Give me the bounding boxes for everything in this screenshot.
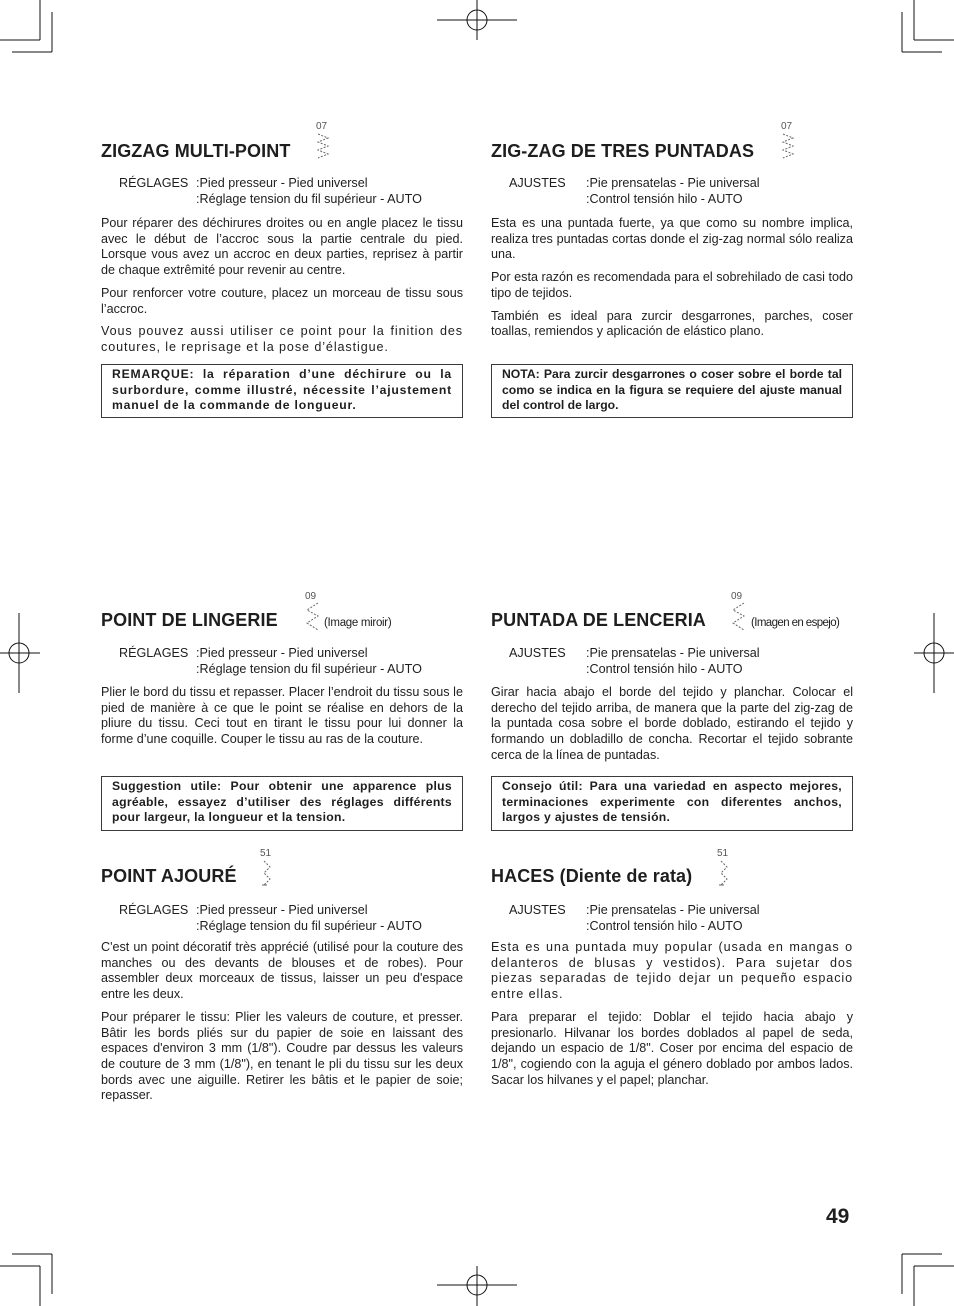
settings-thread-tension: :Control tensión hilo - AUTO [586,918,743,933]
settings-label: AJUSTES [509,176,566,190]
note-box: NOTA: Para zurcir desgarrones o coser sobre el borde tal como se indica en la figura se requiere del ajuste manual del control de largo. [491,364,853,418]
section-title-puntada-de-lenceria: PUNTADA DE LENCERIA [491,610,706,630]
settings-thread-tension: :Réglage tension du fil supérieur - AUTO [196,918,422,933]
shell-stitch-icon [304,602,322,632]
settings-label: RÉGLAGES [119,903,189,917]
settings-presser-foot: :Pie prensatelas - Pie universal [586,646,760,660]
section-title-zigzag-multi-point: ZIGZAG MULTI-POINT [101,141,291,161]
stitch-number: 07 [316,121,328,132]
zigzag-stitch-icon [781,133,795,161]
settings-block [509,646,849,678]
paragraph: C'est un point décoratif très apprécié (utilisé pour la couture des manches ou des devants de blouses et de robes). Pour assembler deux morceaux de tissus, laisser un peu d'espace entre les deux. [101,940,463,1002]
section-title-haces: HACES (Diente de rata) [491,866,693,886]
settings-block [119,646,459,678]
settings-block [119,176,459,208]
tip-box: Consejo útil: Para una variedad en aspecto mejores, terminaciones experimente con diferentes anchos, largos y ajustes de tensión. [491,776,853,831]
registration-mark-right [914,613,954,693]
stitch-number: 09 [731,591,743,602]
section-body [491,940,853,1095]
mirror-image-note: (Image miroir) [324,617,392,629]
settings-thread-tension: :Control tensión hilo - AUTO [586,661,743,676]
crop-mark-top-left [0,0,60,60]
tip-box: Suggestion utile: Pour obtenir une apparence plus agréable, essayez d’utiliser des réglages différents pour largeur, la longueur et la tension. [101,776,463,831]
paragraph: Pour préparer le tissu: Plier les valeurs de couture, et presser. Bâtir les bords pliés sur du papier de soie en laissant des espaces d'environ 3 mm (1/8"). Coudre par dessus les valeurs de couture de 3 mm (1/8"), en tenant le pli du tissu sur les deux bords avec une aiguille. Retirer les bâtis et le papier de soie; repasser. [101,1009,463,1103]
faggoting-stitch-icon [259,860,275,888]
paragraph: También es ideal para zurcir desgarrones, parches, coser toallas, remiendos y aplicación de elástico plano. [491,308,853,339]
settings-thread-tension: :Réglage tension du fil supérieur - AUTO [196,191,422,206]
section-title-zig-zag-tres-puntadas: ZIG-ZAG DE TRES PUNTADAS [491,141,755,161]
registration-mark-left [0,613,40,693]
stitch-number: 09 [305,591,317,602]
settings-presser-foot: :Pied presseur - Pied universel [196,176,368,190]
settings-presser-foot: :Pied presseur - Pied universel [196,646,368,660]
paragraph: Pour renforcer votre couture, placez un morceau de tissu sous l’accroc. [101,285,463,316]
paragraph: Esta es una puntada fuerte, ya que como su nombre implica, realiza tres puntadas cortas donde el zig-zag normal sólo realiza una. [491,216,853,262]
section-body [101,685,463,755]
settings-thread-tension: :Réglage tension du fil supérieur - AUTO [196,661,422,676]
paragraph: Esta es una puntada muy popular (usada en mangas o delanteros de blusas y vestidos). Para sujetar dos piezas separadas de tejido dejar un pequeño espacio entre ellas. [491,940,853,1002]
crop-mark-top-right [894,0,954,60]
stitch-number: 51 [717,848,729,859]
note-box: REMARQUE: la réparation d’une déchirure ou la surbordure, comme illustré, nécessite l’ajustement manuel de la commande de longueur. [101,364,463,418]
section-body [101,216,463,363]
settings-label: AJUSTES [509,646,566,660]
settings-block [119,903,459,935]
stitch-number: 07 [781,121,793,132]
paragraph: Pour réparer des déchirures droites ou en angle placez le tissu avec le début de l’accroc sous la partie centrale du pied. Lorsque vous avez un accroc en deux parties, reprisez à partir de chaque extrêmité pour revenir au centre. [101,216,463,278]
paragraph: Por esta razón es recomendada para el sobrehilado de casi todo tipo de tejidos. [491,270,853,300]
registration-mark-top [437,0,517,44]
settings-label: RÉGLAGES [119,176,189,190]
settings-presser-foot: :Pie prensatelas - Pie universal [586,903,760,917]
paragraph: Para preparar el tejido: Doblar el tejido hacia abajo y presionarlo. Hilvanar los bordes doblados al papel de seda, dejando un espacio de 1/8". Coser por encima del espacio de 1/8", cogiendo con la aguja el género doblado por ambos lados. Sacar los hilvanes y el papel; planchar. [491,1009,853,1087]
crop-mark-bottom-right [894,1246,954,1306]
settings-thread-tension: :Control tensión hilo - AUTO [586,191,743,206]
paragraph: Vous pouvez aussi utiliser ce point pour la finition des coutures, le reprisage et la pose d’élastigue. [101,324,463,354]
crop-mark-bottom-left [0,1246,60,1306]
section-title-point-ajoure: POINT AJOURÉ [101,866,237,886]
page-number: 49 [826,1205,850,1228]
mirror-image-note: (Imagen en espejo) [751,617,840,629]
settings-label: RÉGLAGES [119,646,189,660]
section-body [491,216,853,347]
section-body [101,940,463,1111]
faggoting-stitch-icon [716,860,732,888]
shell-stitch-icon [730,602,748,632]
zigzag-stitch-icon [316,133,330,161]
registration-mark-bottom [437,1266,517,1306]
section-body [491,685,853,771]
settings-block [509,903,849,935]
settings-presser-foot: :Pied presseur - Pied universel [196,903,368,917]
stitch-number: 51 [260,848,272,859]
paragraph: Girar hacia abajo el borde del tejido y planchar. Colocar el derecho del tejido arriba, de manera que la parte del zig-zag de la puntada cosa sobre el borde doblado, estirando el tejido y formando un dobladillo de concha. Recortar el tejido sobrante cerca de la línea de puntadas. [491,685,853,762]
settings-presser-foot: :Pie prensatelas - Pie universal [586,176,760,190]
paragraph: Plier le bord du tissu et repasser. Placer l’endroit du tissu sous le pied de manière à ce que le point se réalise en dehors de la pliure du tissu. Ceci tout en tirant le tissu pour lui donner la forme d’une coquille. Couper le tissu au ras de la couture. [101,685,463,747]
settings-block [509,176,849,208]
settings-label: AJUSTES [509,903,566,917]
section-title-point-de-lingerie: POINT DE LINGERIE [101,610,278,630]
